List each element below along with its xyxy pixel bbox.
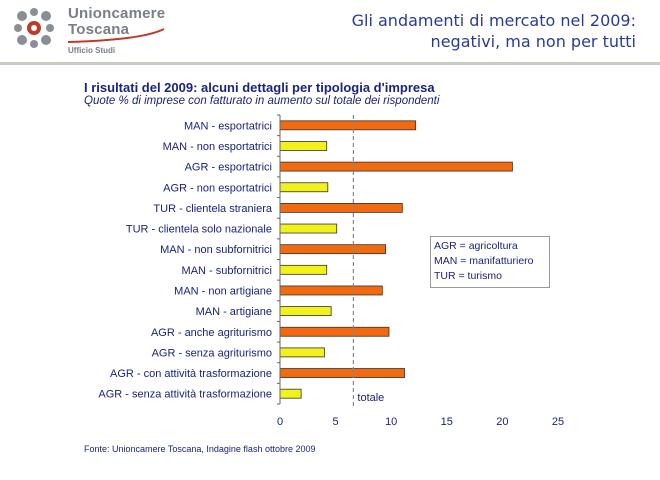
category-label: AGR - con attività trasformazione [109,368,272,381]
legend-line-man: MAN = manifatturiero [434,255,534,267]
category-label: AGR - senza agriturismo [151,347,272,360]
source-note: Fonte: Unioncamere Toscana, Indagine flash ottobre 2009 [84,444,316,454]
x-tick-label: 5 [332,416,339,428]
category-labels-layer [98,120,273,400]
category-label: MAN - subfornitrici [181,264,272,277]
bar [280,286,382,295]
total-reference-label: totale [357,392,385,404]
chart-subtitle: Quote % di imprese con fatturato in aumento sul totale dei rispondenti [84,95,440,107]
category-label: MAN - non esportatrici [162,140,272,153]
category-label: AGR - senza attività trasformazione [98,388,272,401]
reference-line-layer [353,115,384,406]
slide-title-line1: Gli andamenti di mercato nel 2009: [351,11,636,30]
category-label: MAN - esportatrici [183,120,272,133]
bar [280,203,402,212]
bar [280,141,327,150]
bar [280,183,328,192]
logo-subtitle: Ufficio Studi [68,46,116,55]
category-label: MAN - non subfornitrici [160,244,272,257]
bar [280,327,389,336]
chart-title: I risultati del 2009: alcuni dettagli per tipologia d'impresa [84,80,435,95]
bar [280,389,301,398]
logo-name-line1: Unioncamere [68,5,166,22]
x-tick-label: 10 [385,416,398,428]
x-tick-label: 25 [551,416,565,428]
x-tick-label: 15 [440,416,453,428]
category-label: TUR - clientela straniera [153,202,272,215]
x-tick-label: 20 [496,416,509,428]
legend-line-agr: AGR = agricoltura [434,240,518,252]
bar [280,121,416,130]
bar [280,265,327,274]
bar [280,162,512,171]
slide-title-line2: negativi, ma non per tutti [430,32,636,51]
legend-line-tur: TUR = turismo [434,270,502,282]
logo-name-line2: Toscana [68,21,130,38]
bar [280,224,337,233]
bar [280,245,386,254]
bar [280,307,331,316]
category-label: AGR - anche agriturismo [150,326,272,339]
bar [280,369,405,378]
category-label: TUR - clientela solo nazionale [125,223,272,236]
bar [280,348,324,357]
category-label: AGR - esportatrici [184,161,272,174]
category-label: MAN - non artigiane [174,285,272,298]
category-label: MAN - artigiane [195,306,272,319]
category-label: AGR - non esportatrici [163,182,272,195]
x-tick-label: 0 [276,416,284,428]
legend-box [430,236,550,288]
